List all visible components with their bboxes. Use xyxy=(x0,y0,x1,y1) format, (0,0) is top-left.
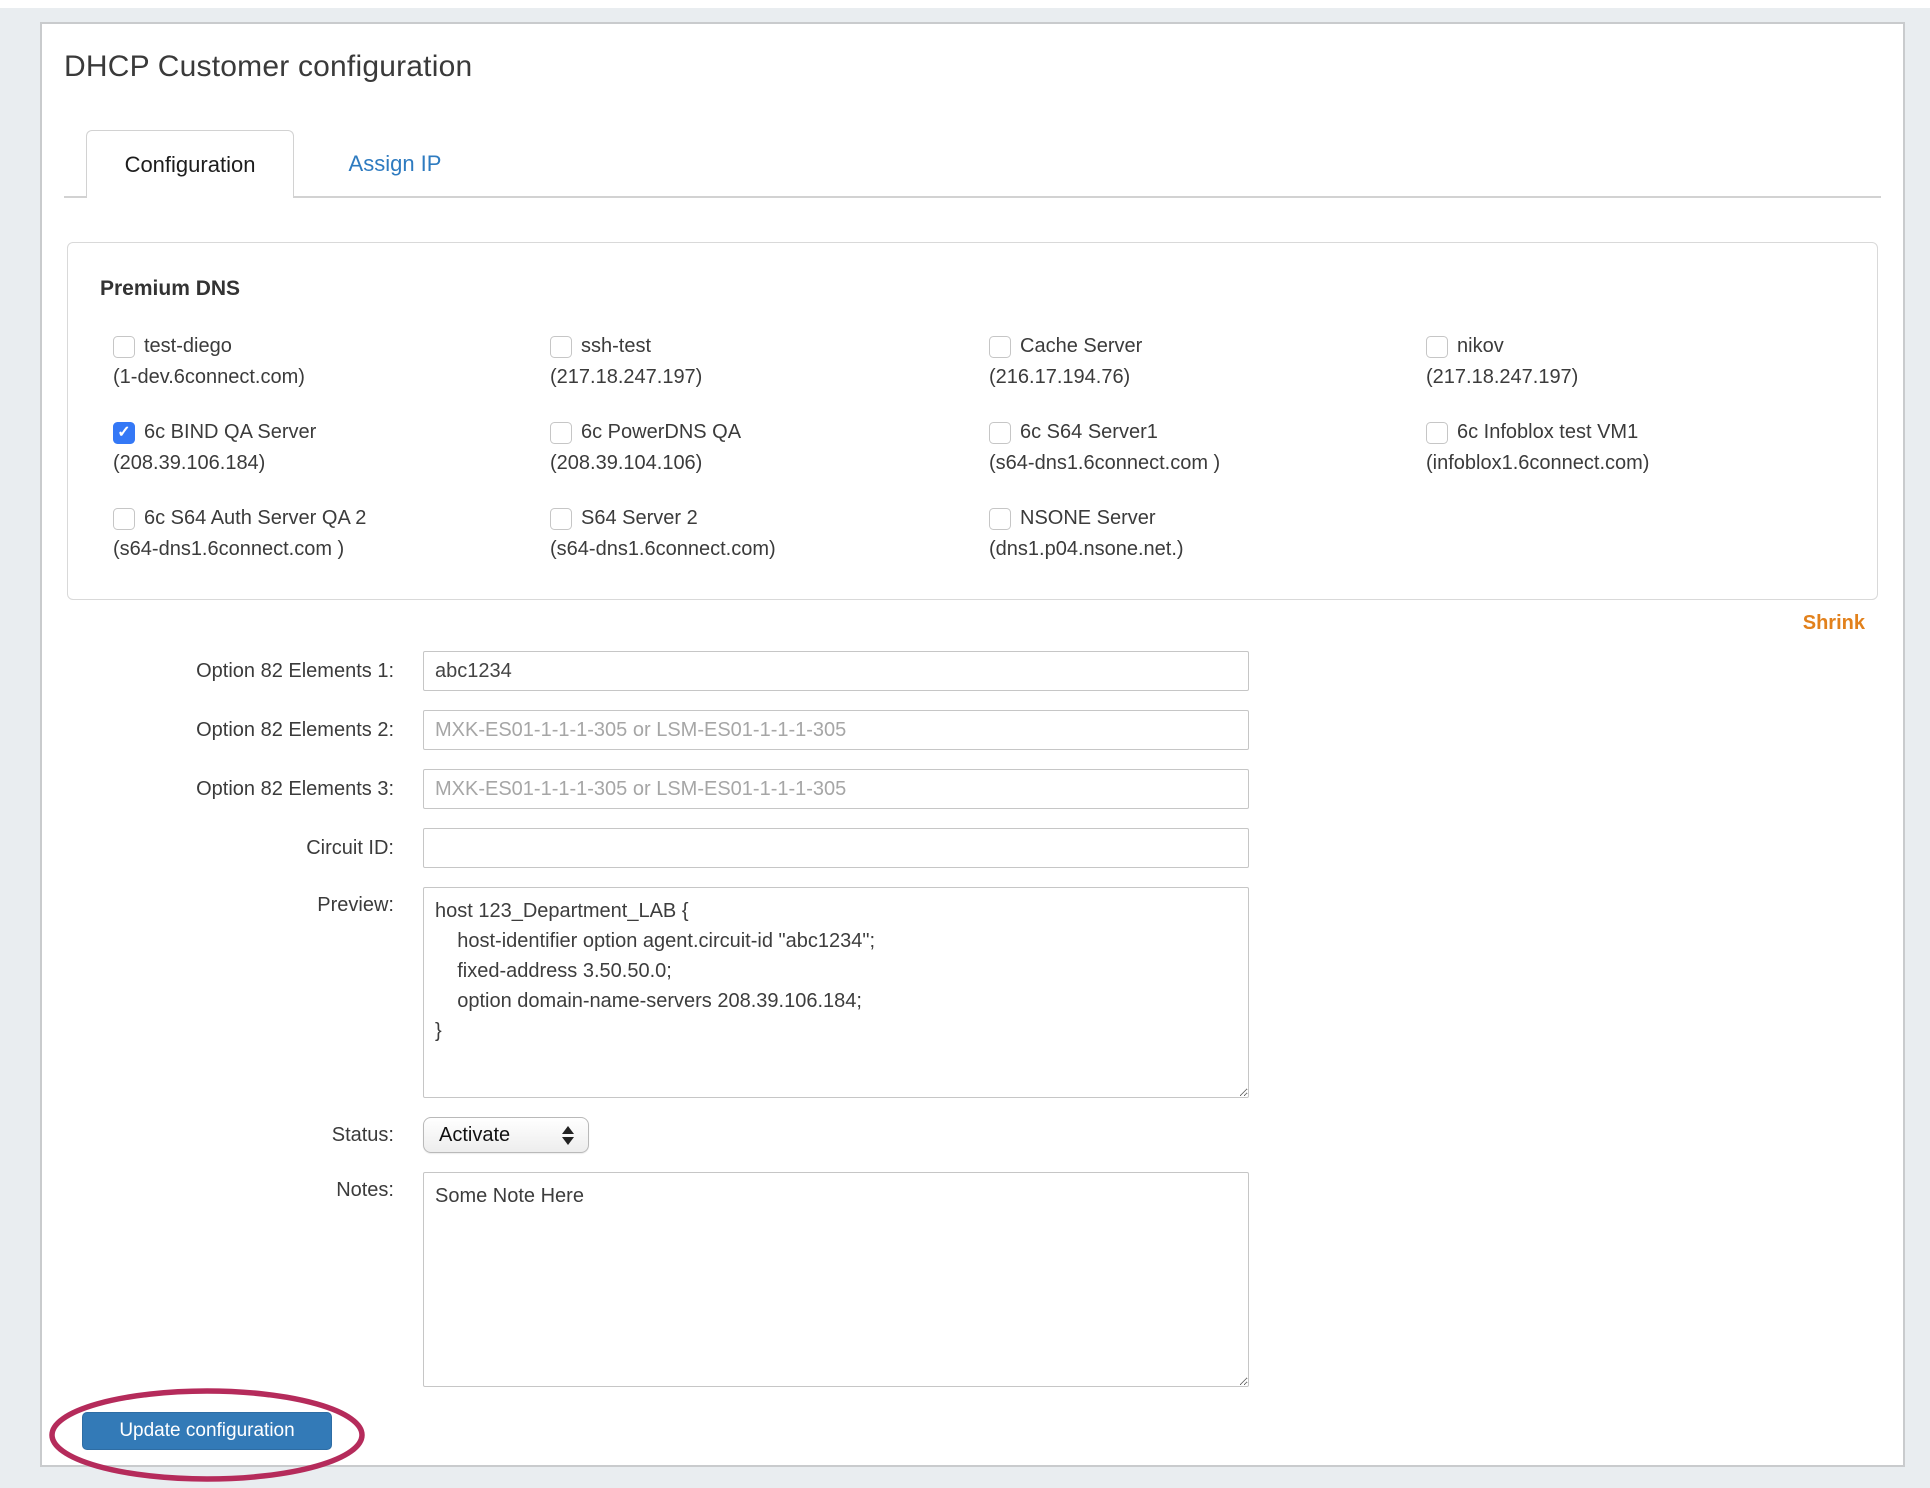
shrink-link[interactable]: Shrink xyxy=(1802,612,1865,634)
dns-server-checkbox[interactable] xyxy=(550,422,572,444)
dns-server-detail: (208.39.104.106) xyxy=(550,452,703,474)
top-strip xyxy=(0,0,1930,8)
circuit-id-label: Circuit ID: xyxy=(306,836,394,859)
dns-server-name: ssh-test xyxy=(581,335,652,357)
circuit-id-input[interactable] xyxy=(423,828,1249,868)
option82-3-label: Option 82 Elements 3: xyxy=(196,777,394,800)
submit-area xyxy=(82,1412,332,1450)
dns-server-item xyxy=(1426,417,1847,479)
circuit-id-row xyxy=(64,828,1881,868)
status-selected-value: Activate xyxy=(439,1123,511,1146)
page-title: DHCP Customer configuration xyxy=(64,50,473,83)
dns-server-checkbox[interactable] xyxy=(113,508,135,530)
dns-server-item xyxy=(550,417,989,479)
tab-configuration[interactable] xyxy=(86,130,294,198)
dns-server-name: 6c PowerDNS QA xyxy=(581,421,742,443)
dns-server-item xyxy=(113,331,550,393)
status-select[interactable] xyxy=(423,1117,589,1153)
dns-server-name: nikov xyxy=(1457,335,1504,357)
dhcp-configuration-panel xyxy=(40,22,1905,1467)
premium-dns-grid xyxy=(113,331,1847,565)
dns-server-checkbox[interactable] xyxy=(989,508,1011,530)
update-configuration-button[interactable]: Update configuration xyxy=(82,1412,332,1450)
dns-server-detail: (s64-dns1.6connect.com ) xyxy=(989,452,1221,474)
dns-server-checkbox[interactable] xyxy=(989,336,1011,358)
dns-server-item xyxy=(989,331,1426,393)
option82-3-row xyxy=(64,769,1881,809)
dns-server-detail: (dns1.p04.nsone.net.) xyxy=(989,538,1184,560)
notes-label: Notes: xyxy=(336,1179,394,1201)
dns-server-item xyxy=(1426,331,1847,393)
premium-dns-heading: Premium DNS xyxy=(100,277,241,300)
notes-textarea[interactable] xyxy=(423,1172,1249,1387)
dns-server-name: test-diego xyxy=(144,335,232,357)
notes-row xyxy=(64,1172,1881,1387)
dns-server-name: Cache Server xyxy=(1020,335,1143,357)
shrink-row xyxy=(64,612,1865,635)
dns-server-name: S64 Server 2 xyxy=(581,507,698,529)
dns-server-detail: (s64-dns1.6connect.com ) xyxy=(113,538,345,560)
dns-server-checkbox[interactable] xyxy=(113,336,135,358)
preview-row xyxy=(64,887,1881,1098)
option82-1-row xyxy=(64,651,1881,691)
dns-server-detail: (216.17.194.76) xyxy=(989,366,1131,388)
dns-server-detail: (217.18.247.197) xyxy=(1426,366,1579,388)
tab-assign-ip-label: Assign IP xyxy=(348,151,442,176)
dns-server-checkbox[interactable] xyxy=(550,336,572,358)
dns-server-item xyxy=(113,503,550,565)
dns-server-name: 6c S64 Auth Server QA 2 xyxy=(144,507,367,529)
dns-server-checkbox[interactable] xyxy=(550,508,572,530)
dns-server-detail: (217.18.247.197) xyxy=(550,366,703,388)
dns-server-name: 6c BIND QA Server xyxy=(144,421,317,443)
dns-server-checkbox[interactable] xyxy=(1426,336,1448,358)
dns-server-item xyxy=(550,503,989,565)
tab-assign-ip[interactable] xyxy=(320,130,470,198)
dns-server-detail: (208.39.106.184) xyxy=(113,452,266,474)
dns-server-name: 6c S64 Server1 xyxy=(1020,421,1158,443)
option82-3-input[interactable] xyxy=(423,769,1249,809)
preview-label: Preview: xyxy=(317,894,394,916)
tab-bar xyxy=(64,130,1881,198)
preview-textarea[interactable] xyxy=(423,887,1249,1098)
dns-server-item xyxy=(989,503,1426,565)
dns-server-name: NSONE Server xyxy=(1020,507,1156,529)
dhcp-form xyxy=(64,651,1881,1450)
status-label: Status: xyxy=(331,1123,394,1146)
dns-server-item xyxy=(989,417,1426,479)
dns-server-checkbox[interactable] xyxy=(113,422,135,444)
dns-server-detail: (s64-dns1.6connect.com) xyxy=(550,538,776,560)
dns-server-item xyxy=(550,331,989,393)
status-row xyxy=(64,1117,1881,1153)
dns-server-detail: (1-dev.6connect.com) xyxy=(113,366,305,388)
dns-server-checkbox[interactable] xyxy=(1426,422,1448,444)
option82-1-label: Option 82 Elements 1: xyxy=(196,659,394,682)
dns-server-detail: (infoblox1.6connect.com) xyxy=(1426,452,1650,474)
tab-configuration-label: Configuration xyxy=(124,151,256,177)
dns-server-checkbox[interactable] xyxy=(989,422,1011,444)
option82-2-input[interactable] xyxy=(423,710,1249,750)
select-arrows-icon xyxy=(562,1126,574,1145)
option82-2-row xyxy=(64,710,1881,750)
premium-dns-section xyxy=(67,242,1878,600)
dns-server-item xyxy=(113,417,550,479)
option82-1-input[interactable] xyxy=(423,651,1249,691)
dns-server-name: 6c Infoblox test VM1 xyxy=(1457,421,1639,443)
option82-2-label: Option 82 Elements 2: xyxy=(196,718,394,741)
